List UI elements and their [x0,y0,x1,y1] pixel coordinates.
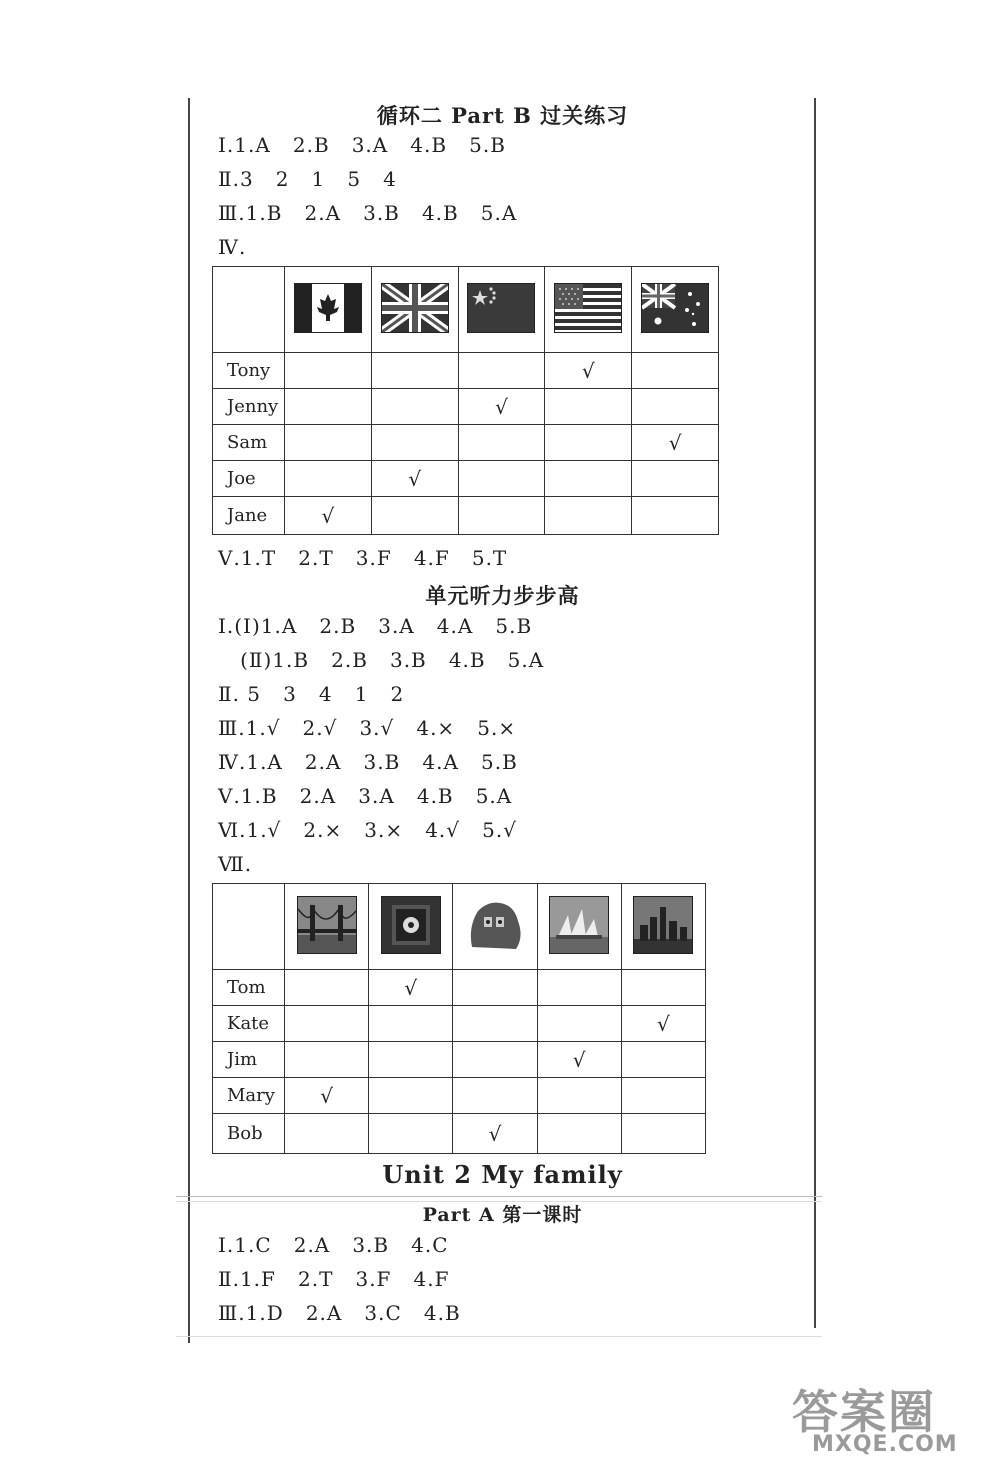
header-cell [545,267,632,353]
header-cell [537,884,621,970]
check-cell: √ [369,970,453,1006]
section2-title: 单元听力步步高 [425,583,580,608]
table-header-row [213,884,706,970]
check-cell [453,1042,537,1078]
landmarks-table [212,883,706,1154]
china-flag-icon [467,283,535,333]
check-cell: √ [458,389,545,425]
check-cell [369,1006,453,1042]
check-cell: √ [632,425,719,461]
student-name: Jim [213,1042,285,1078]
watermark-text: 答案圈 [792,1385,936,1439]
table-row [213,425,719,461]
check-cell [458,425,545,461]
check-cell [545,425,632,461]
check-cell [632,497,719,535]
australia-flag-icon [641,283,709,333]
check-cell [537,970,621,1006]
check-cell: √ [453,1114,537,1154]
divider-line [176,1336,822,1337]
table-row [213,1114,706,1154]
unit-title: Unit 2 My family [382,1160,623,1189]
answer-line: Ⅲ.1.√ 2.√ 3.√ 4.× 5.× [218,716,517,740]
check-cell [285,1006,369,1042]
check-cell: √ [545,353,632,389]
unit-subtitle: Part A 第一课时 [422,1204,583,1226]
check-cell [453,970,537,1006]
student-name: Kate [213,1006,285,1042]
watermark-url: MXQE.COM [812,1432,958,1457]
table-row [213,389,719,425]
table-row [213,353,719,389]
answer-line: Ⅱ.3 2 1 5 4 [218,167,397,191]
check-cell [285,970,369,1006]
header-cell [371,267,458,353]
check-cell [453,1078,537,1114]
check-cell [621,970,705,1006]
check-cell [458,353,545,389]
student-name: Mary [213,1078,285,1114]
student-name: Joe [213,461,285,497]
check-cell [371,497,458,535]
answer-line: Ⅰ.1.A 2.B 3.A 4.B 5.B [218,133,506,157]
header-cell [285,267,372,353]
check-cell: √ [621,1006,705,1042]
answer-line: Ⅳ.1.A 2.A 3.B 4.A 5.B [218,750,518,774]
table-corner-cell [213,884,285,970]
check-cell [285,1042,369,1078]
student-name: Tom [213,970,285,1006]
table-row [213,1078,706,1114]
student-name: Jane [213,497,285,535]
header-cell [621,884,705,970]
check-cell [285,353,372,389]
check-cell [632,461,719,497]
table-corner-cell [213,267,285,353]
answer-line: Ⅵ.1.√ 2.× 3.× 4.√ 5.√ [218,818,517,842]
usa-flag-icon [554,283,622,333]
check-cell [621,1078,705,1114]
table-row [213,497,719,535]
check-cell [545,497,632,535]
answer-line: Ⅲ.1.D 2.A 3.C 4.B [218,1301,461,1325]
check-cell: √ [537,1042,621,1078]
check-cell [371,425,458,461]
answer-line: Ⅶ. [218,852,253,876]
city-skyline-icon [633,896,693,954]
check-cell [621,1042,705,1078]
check-cell [632,389,719,425]
check-cell [371,353,458,389]
big-ben-icon [381,896,441,954]
answer-line: Ⅳ. [218,235,247,259]
check-cell [621,1114,705,1154]
sydney-opera-house-icon [549,896,609,954]
table-row [213,970,706,1006]
table-row [213,1042,706,1078]
answer-line: Ⅱ. 5 3 4 1 2 [218,682,405,706]
left-margin-rule [188,98,190,1343]
check-cell [285,461,372,497]
header-cell [632,267,719,353]
table-row [213,1006,706,1042]
answer-line: Ⅱ.1.F 2.T 3.F 4.F [218,1267,450,1291]
canada-flag-icon [294,283,362,333]
header-cell [458,267,545,353]
header-cell [453,884,537,970]
check-cell [285,389,372,425]
check-cell [285,425,372,461]
student-name: Jenny [213,389,285,425]
check-cell: √ [285,1078,369,1114]
student-name: Bob [213,1114,285,1154]
answer-line: Ⅲ.1.B 2.A 3.B 4.B 5.A [218,201,518,225]
check-cell: √ [371,461,458,497]
divider-line [176,1196,822,1197]
check-cell [537,1114,621,1154]
uk-flag-icon [381,283,449,333]
check-cell [369,1114,453,1154]
check-cell [369,1078,453,1114]
table-header-row [213,267,719,353]
flags-table [212,266,719,535]
check-cell [369,1042,453,1078]
section1-title: 循环二 Part B 过关练习 [376,103,629,128]
golden-gate-bridge-icon [297,896,357,954]
answer-line: (Ⅱ)1.B 2.B 3.B 4.B 5.A [218,648,545,672]
check-cell [458,461,545,497]
check-cell [632,353,719,389]
answer-line: Ⅴ.1.B 2.A 3.A 4.B 5.A [218,784,513,808]
watermark-logo [792,1376,992,1458]
student-name: Tony [213,353,285,389]
check-cell: √ [285,497,372,535]
student-name: Sam [213,425,285,461]
mount-rushmore-icon [466,897,524,953]
right-margin-rule [814,98,816,1328]
check-cell [537,1006,621,1042]
check-cell [371,389,458,425]
answer-line: Ⅰ.(Ⅰ)1.A 2.B 3.A 4.A 5.B [218,614,533,638]
check-cell [458,497,545,535]
check-cell [537,1078,621,1114]
answer-line: Ⅴ.1.T 2.T 3.F 4.F 5.T [218,546,508,570]
header-cell [285,884,369,970]
answer-line: Ⅰ.1.C 2.A 3.B 4.C [218,1233,449,1257]
table-row [213,461,719,497]
check-cell [545,461,632,497]
check-cell [545,389,632,425]
check-cell [285,1114,369,1154]
header-cell [369,884,453,970]
check-cell [453,1006,537,1042]
